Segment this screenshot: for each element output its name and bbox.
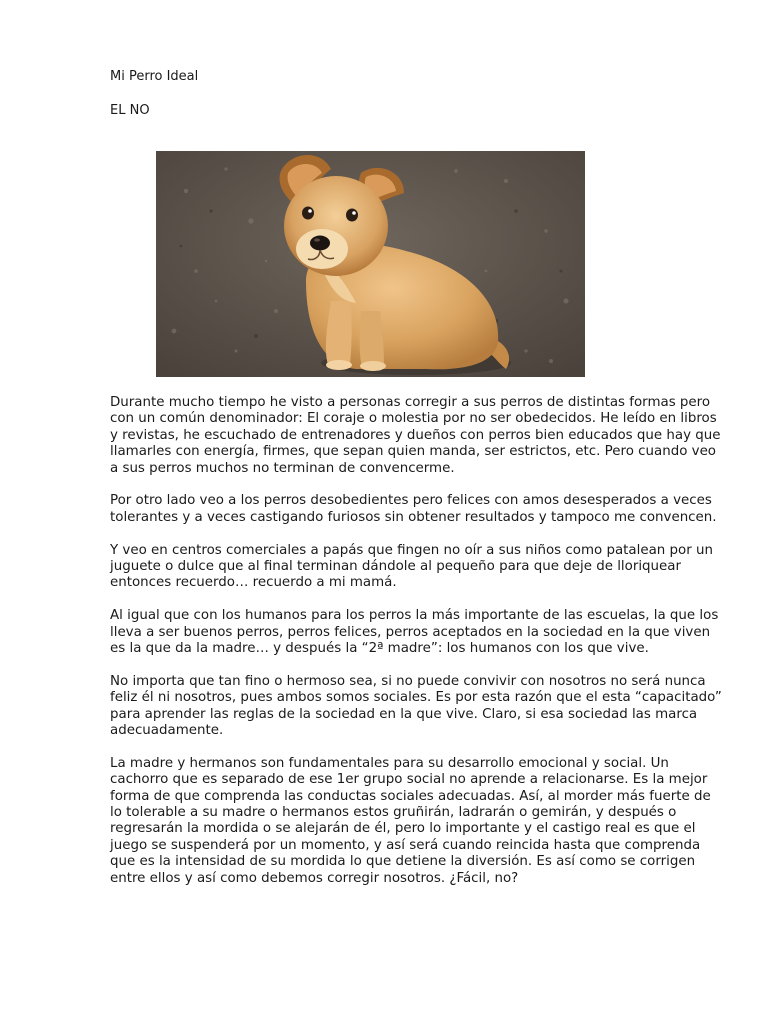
body-text — [110, 395, 722, 904]
document-title: Mi Perro Ideal — [110, 69, 199, 84]
paragraph-5: No importa que tan fino o hermoso sea, si no puede convivir con nosotros no será nunca feliz él ni nosotros, pues ambos somos sociales. Es por esta razón que el esta “capacitado” para aprender las reglas de la sociedad en la que vive. Claro, si esa sociedad las marca adecuadamente. — [110, 673, 722, 739]
puppy-photo — [156, 151, 585, 377]
paragraph-3: Y veo en centros comerciales a papás que fingen no oír a sus niños como patalean por un juguete o dulce que al final terminan dándole al pequeño para que deje de lloriquear entonces recuerdo… recuerdo a mi mamá. — [110, 542, 713, 591]
paragraph-6: La madre y hermanos son fundamentales para su desarrollo emocional y social. Un cachorro que es separado de ese 1er grupo social no aprende a relacionarse. Es la mejor forma de que comprenda las conductas sociales adecuadas. Así, al morder más fuerte de lo tolerable a su madre o hermanos estos gruñirán, ladrarán o gemirán, y después o regresarán la mordida o se alejarán de él, pero lo importante y el castigo real es que el juego se suspenderá por un momento, y así será cuando reincida hasta que comprenda que es la intensidad de su mordida lo que detiene la diversión. Es así como se corrigen entre ellos y así como debemos corregir nosotros. ¿Fácil, no? — [110, 755, 711, 886]
paragraph-2: Por otro lado veo a los perros desobedientes pero felices con amos desesperados a veces tolerantes y a veces castigando furiosos sin obtener resultados y tampoco me convencen. — [110, 493, 717, 525]
puppy-illustration — [156, 151, 585, 377]
document-subtitle: EL NO — [110, 103, 150, 118]
paragraph-4: Al igual que con los humanos para los perros la más importante de las escuelas, la que los lleva a ser buenos perros, perros felices, perros aceptados en la sociedad en la que viven es la que da la madre… y después la “2ª madre”: los humanos con los que vive. — [110, 608, 719, 657]
paragraph-1: Durante mucho tiempo he visto a personas corregir a sus perros de distintas formas pero con un común denominador: El coraje o molestia por no ser obedecidos. He leído en libros y revistas, he escuchado de entrenadores y dueños con perros bien educados que hay que llamarles con energía, firmes, que sepan quien manda, ser estrictos, etc. Pero cuando veo a sus perros muchos no terminan de convencerme. — [110, 395, 721, 476]
